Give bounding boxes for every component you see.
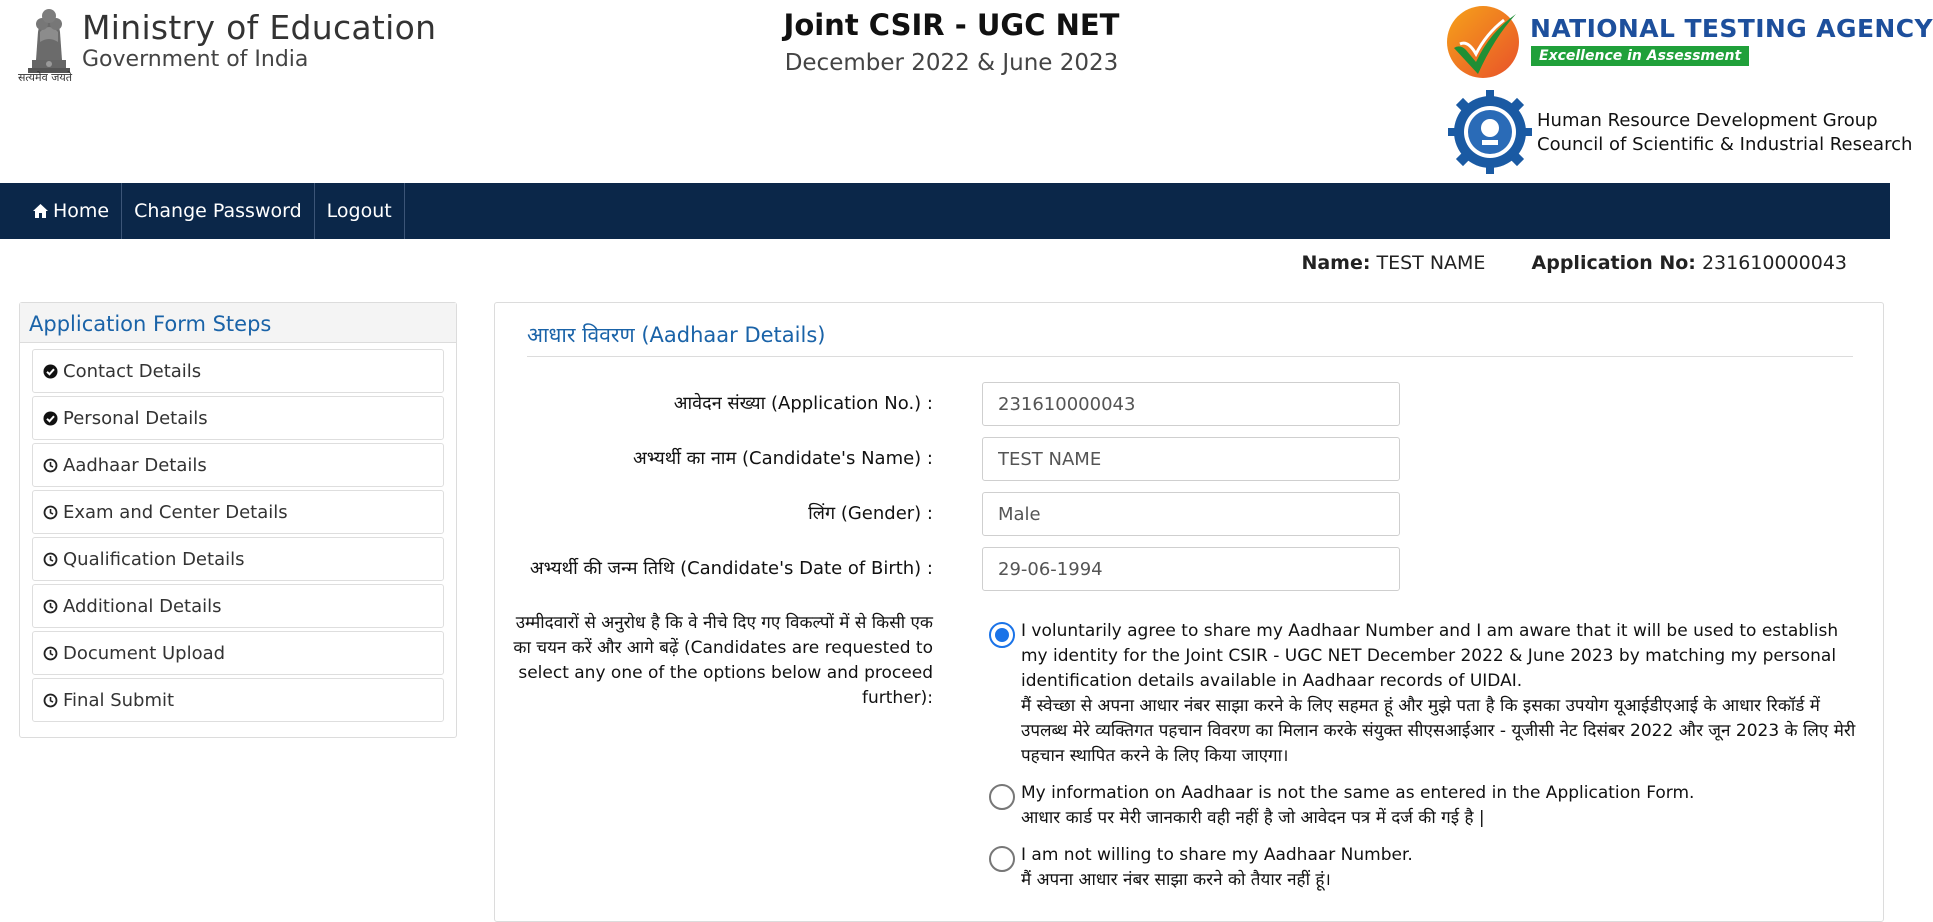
application-no-label: Application No:	[1531, 252, 1696, 274]
clock-icon	[43, 458, 58, 473]
site-header	[0, 0, 1933, 183]
option-text-english: I voluntarily agree to share my Aadhaar Number and I am aware that it will be used to establish my identity for the Joint CSIR - UGC NET December 2022 & June 2023 by matching my personal identification details available in Aadhaar records of UIDAI.	[1021, 621, 1839, 691]
exam-subtitle: December 2022 & June 2023	[784, 50, 1119, 76]
panel-title-hindi: आधार विवरण	[527, 323, 635, 347]
application-no-input[interactable]	[982, 382, 1400, 426]
field-label-english: (Candidate's Name) :	[741, 448, 933, 469]
nav-home[interactable]	[20, 183, 122, 239]
step-item[interactable]	[32, 349, 444, 393]
clock-icon	[43, 693, 58, 708]
clock-icon	[43, 552, 58, 567]
nav-home-label: Home	[53, 200, 110, 222]
date-of-birth-input[interactable]	[982, 547, 1400, 591]
top-navbar	[0, 183, 1890, 239]
emblem-motto: सत्यमेव जयते	[18, 71, 73, 84]
option-text	[1021, 619, 1857, 769]
exam-title: Joint CSIR - UGC NET	[783, 8, 1120, 42]
step-label: Document Upload	[63, 642, 226, 664]
check-circle-icon	[43, 411, 58, 426]
panel-title-english: (Aadhaar Details)	[641, 323, 826, 347]
panel-title	[527, 321, 825, 349]
application-steps-sidebar	[19, 302, 457, 738]
nav-logout[interactable]: Logout	[315, 183, 405, 239]
step-label: Additional Details	[63, 595, 222, 617]
candidate-info-line	[1301, 252, 1847, 274]
clock-icon	[43, 646, 58, 661]
step-label: Final Submit	[63, 689, 175, 711]
field-label-candidate-name	[633, 446, 933, 470]
nav-change-password[interactable]: Change Password	[122, 183, 315, 239]
step-label: Qualification Details	[63, 548, 245, 570]
nta-logo	[1446, 4, 1520, 80]
divider	[527, 356, 1853, 357]
step-label: Exam and Center Details	[63, 501, 288, 523]
radio-not-willing[interactable]	[989, 846, 1015, 872]
field-label-english: (Application No.) :	[770, 393, 933, 414]
field-label-hindi: आवेदन संख्या	[673, 393, 766, 414]
step-label: Aadhaar Details	[63, 454, 207, 476]
ministry-subtitle: Government of India	[82, 47, 309, 72]
radio-mismatch[interactable]	[989, 784, 1015, 810]
option-text	[1021, 843, 1857, 893]
clock-icon	[43, 599, 58, 614]
aadhaar-details-panel	[494, 302, 1884, 922]
option-text-hindi: मैं स्वेच्छा से अपना आधार नंबर साझा करने के लिए सहमत हूं और मुझे पता है कि इसका उपयोग यूआईडीएआई के आधार रिकॉर्ड में उपलब्ध मेरे व्यक्तिगत पहचान विवरण का मिलान करके संयुक्त सीएसआईआर - यूजीसी नेट दिसंबर 2022 और जून 2023 के लिए मेरी पहचान स्थापित करने के लिए किया जाएगा।	[1021, 696, 1856, 766]
option-text	[1021, 781, 1857, 831]
clock-icon	[43, 505, 58, 520]
step-item[interactable]	[32, 490, 444, 534]
field-label-application-no	[674, 391, 933, 415]
ministry-title: Ministry of Education	[82, 8, 437, 47]
field-label-hindi: लिंग	[808, 503, 836, 524]
step-item[interactable]	[32, 678, 444, 722]
step-item[interactable]	[32, 537, 444, 581]
steps-list	[20, 343, 456, 722]
name-value: TEST NAME	[1376, 252, 1486, 274]
home-icon	[32, 203, 49, 219]
check-circle-icon	[43, 364, 58, 379]
step-item[interactable]	[32, 584, 444, 628]
option-text-hindi: आधार कार्ड पर मेरी जानकारी वही नहीं है जो आवेदन पत्र में दर्ज की गई है |	[1021, 808, 1485, 828]
field-label-date-of-birth	[530, 556, 933, 580]
nta-tagline: Excellence in Assessment	[1531, 46, 1749, 66]
options-instruction: उम्मीदवारों से अनुरोध है कि वे नीचे दिए गए विकल्पों में से किसी एक का चयन करें और आगे बढ़ें (Candidates are requested to select any one of the options below and proceed further):	[513, 613, 933, 708]
sidebar-title: Application Form Steps	[20, 303, 456, 343]
csir-logo	[1446, 88, 1534, 176]
gender-input[interactable]	[982, 492, 1400, 536]
field-label-hindi: अभ्यर्थी की जन्म तिथि	[529, 558, 675, 579]
nta-name: NATIONAL TESTING AGENCY	[1530, 14, 1933, 43]
candidate-name-input[interactable]	[982, 437, 1400, 481]
field-label-english: (Candidate's Date of Birth) :	[680, 558, 933, 579]
option-text-english: I am not willing to share my Aadhaar Number.	[1021, 845, 1413, 865]
csir-group-name: Human Resource Development Group	[1537, 110, 1878, 131]
option-text-english: My information on Aadhaar is not the same as entered in the Application Form.	[1021, 783, 1695, 803]
step-item[interactable]	[32, 631, 444, 675]
name-label: Name:	[1301, 252, 1371, 274]
field-label-english: (Gender) :	[840, 503, 933, 524]
radio-agree[interactable]	[989, 622, 1015, 648]
step-label: Personal Details	[63, 407, 208, 429]
step-item[interactable]	[32, 396, 444, 440]
field-label-gender	[808, 501, 933, 525]
option-text-hindi: मैं अपना आधार नंबर साझा करने को तैयार नहीं हूं।	[1021, 870, 1331, 890]
step-label: Contact Details	[63, 360, 202, 382]
csir-council-name: Council of Scientific & Industrial Research	[1537, 134, 1913, 155]
step-item[interactable]	[32, 443, 444, 487]
application-no-value: 231610000043	[1701, 252, 1847, 274]
field-label-hindi: अभ्यर्थी का नाम	[633, 448, 737, 469]
